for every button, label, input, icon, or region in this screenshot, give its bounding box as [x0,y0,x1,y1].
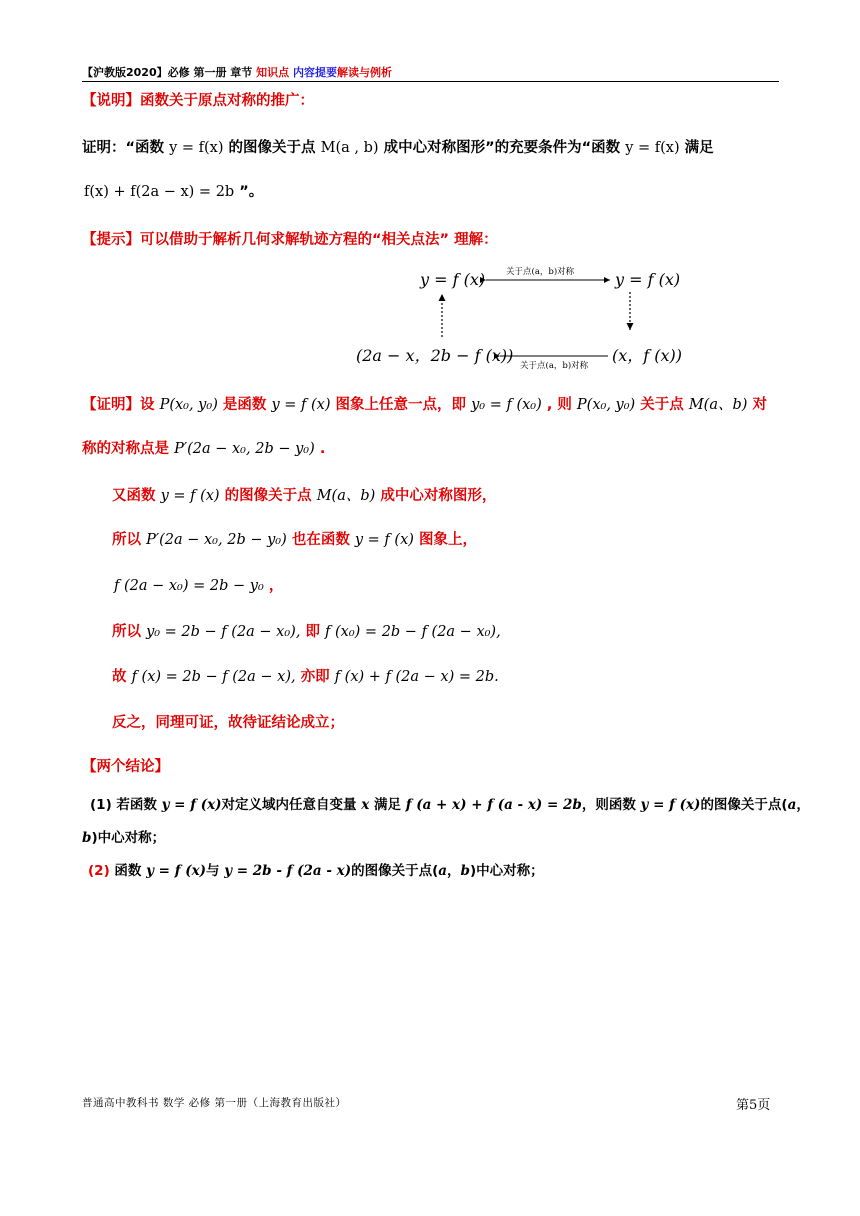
proof-line4: 所以 P′(2a − x₀, 2b − y₀) 也在函数 y = f (x) 图象上， [112,532,477,548]
note-title: 【说明】函数关于原点对称的推广： [82,93,314,109]
diagram-bottom-left: (2a − x，2b − f (x)) [356,346,514,365]
proof-line6: 所以 y₀ = 2b − f (2a − x₀), 即 f (x₀) = 2b − f (2a − x₀), [112,624,501,640]
page-header [82,64,392,80]
proof-statement-line1: 证明：“函数 y = f(x) 的图像关于点 M(a , b) 成中心对称图形”的充要条件为“函数 y = f(x) 满足 [82,140,714,156]
hint-title: 【提示】可以借助于解析几何求解轨迹方程的“相关点法” 理解： [82,232,498,248]
header-summary: 内容提要 [292,66,337,79]
proof-line5: f (2a − x₀) = 2b − y₀ ， [114,578,284,594]
proof-line3: 又函数 y = f (x) 的图像关于点 M(a、b) 成中心对称图形， [112,488,497,504]
bottom-arrow-label: 关于点(a，b)对称 [520,361,589,371]
top-arrow-label: 关于点(a，b)对称 [506,267,575,277]
header-knowledge: 知识点 [256,66,293,79]
correlated-point-diagram [350,262,700,372]
header-book: 【沪教版2020】必修 第一册 章节 [82,66,257,79]
conclusion-2: (2) 函数 y = f (x)与 y = 2b - f (2a - x)的图像关于点(a，b)中心对称； [88,863,544,879]
diagram-top-right: y = f (x) [615,270,681,289]
proof-line2: 称的对称点是 P′(2a − x₀, 2b − y₀) . [82,441,326,457]
proof-line1: 【证明】设 P(x₀, y₀) 是函数 y = f (x) 图象上任意一点，即 y₀ = f (x₀) , 则 P(x₀, y₀) 关于点 M(a、b) 对 [82,397,767,413]
proof-line8: 反之，同理可证，故待证结论成立； [112,715,344,731]
header-analysis: 解读与例析 [336,66,392,79]
footer-book-info: 普通高中教科书 数学 必修 第一册（上海教育出版社） [82,1097,347,1109]
proof-statement-line2: f(x) + f(2a − x) = 2b ”。 [84,184,264,200]
conclusion-1-line1: (1) 若函数 y = f (x)对定义域内任意自变量 x 满足 f (a + x) + f (a - x) = 2b，则函数 y = f (x)的图像关于点(a， [90,797,810,813]
conclusions-title: 【两个结论】 [82,759,169,775]
footer-page-number: 第5页 [736,1098,771,1113]
proof-line7: 故 f (x) = 2b − f (2a − x), 亦即 f (x) + f (2a − x) = 2b. [112,669,499,685]
conclusion-1-line2: b)中心对称； [82,830,166,846]
diagram-bottom-right: (x，f (x)) [612,346,683,365]
diagram-top-left: y = f (x) [420,270,486,289]
header-rule [82,81,779,82]
